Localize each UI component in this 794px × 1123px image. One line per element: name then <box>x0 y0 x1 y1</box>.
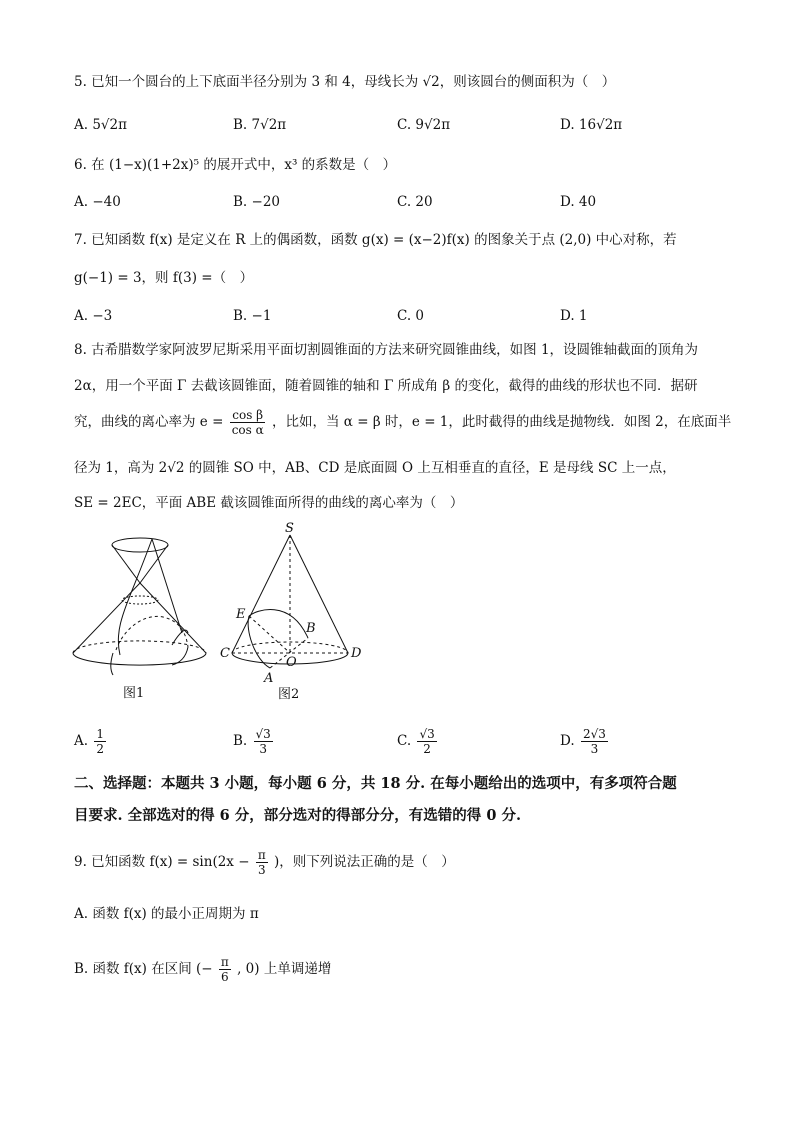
q8-line5: SE = 2EC，平面 ABE 截该圆锥面所得的曲线的离心率为（ ） <box>74 495 464 511</box>
label-E: E <box>236 607 246 622</box>
q5-stem: 5. 已知一个圆台的上下底面半径分别为 3 和 4，母线长为 √2，则该圆台的侧面积为（ ） <box>74 74 616 90</box>
label-A: A <box>264 671 274 686</box>
q8-option-a: A. $\frac{1}{2}$ <box>74 727 104 756</box>
figure-1-caption: 图1 <box>123 686 145 701</box>
q5-option-a: A. 5√2π <box>74 117 127 133</box>
label-O: O <box>286 655 297 670</box>
q6-option-b: B. −20 <box>233 194 280 210</box>
q7-option-d: D. 1 <box>560 308 588 324</box>
q8-line2: 2α，用一个平面 Γ 去截该圆锥面，随着圆锥的轴和 Γ 所成角 β 的变化，截得的曲线的形状也不同．据研 <box>74 378 698 394</box>
q8-line4: 径为 1，高为 2√2 的圆锥 SO 中，AB、CD 是底面圆 O 上互相垂直的直径，E 是母线 SC 上一点， <box>74 460 676 476</box>
q8-option-b: B. $\frac{√3}{3}$ <box>233 727 271 756</box>
q5-option-b: B. 7√2π <box>233 117 287 133</box>
figure-2-cone-diagram <box>220 520 370 705</box>
q5-option-d: D. 16√2π <box>560 117 623 133</box>
fraction-numerator: cos β <box>232 408 264 422</box>
label-B: B <box>306 621 316 636</box>
label-C: C <box>220 646 230 661</box>
q8-line3-pre: 究，曲线的离心率为 e = <box>74 414 224 430</box>
label-S: S <box>285 521 294 536</box>
q6-option-a: A. −40 <box>74 194 121 210</box>
q6-stem: 6. 在 (1−x)(1+2x)⁵ 的展开式中，x³ 的系数是（ ） <box>74 157 397 173</box>
fraction-denominator: cos α <box>231 423 264 437</box>
q8-line1: 8. 古希腊数学家阿波罗尼斯采用平面切割圆锥面的方法来研究圆锥曲线，如图 1，设圆锥轴截面的顶角为 <box>74 342 699 358</box>
figure-1-cone-section <box>68 525 218 705</box>
q7-stem-line2: g(−1) = 3，则 f(3) =（ ） <box>74 270 254 286</box>
q8-line3-post: ，比如，当 α = β 时，e = 1，此时截得的曲线是抛物线．如图 2，在底面半 <box>272 414 732 430</box>
figure-2-caption: 图2 <box>278 687 300 702</box>
q7-stem-line1: 7. 已知函数 f(x) 是定义在 R 上的偶函数，函数 g(x) = (x−2)f(x) 的图象关于点 (2,0) 中心对称，若 <box>74 232 677 248</box>
q7-option-c: C. 0 <box>397 308 425 324</box>
eccentricity-fraction <box>230 408 266 437</box>
q8-option-d: D. $\frac{2√3}{3}$ <box>560 727 606 756</box>
q6-option-d: D. 40 <box>560 194 597 210</box>
q7-option-b: B. −1 <box>233 308 272 324</box>
q6-option-c: C. 20 <box>397 194 433 210</box>
q9-option-b: B. 函数 f(x) 在区间 (− $\frac{\pi}{6}$ , 0) 上单调递增 <box>74 955 332 984</box>
q5-option-c: C. 9√2π <box>397 117 451 133</box>
q9-stem: 9. 已知函数 f(x) = sin(2x − $\frac{\pi}{3}$ )，则下列说法正确的是（ ） <box>74 848 455 877</box>
section-2-heading-line2: 目要求. 全部选对的得 6 分，部分选对的得部分分，有选错的得 0 分. <box>74 807 522 824</box>
q8-option-c: C. $\frac{√3}{2}$ <box>397 727 435 756</box>
q9-option-a: A. 函数 f(x) 的最小正周期为 π <box>74 906 259 922</box>
q8-line3 <box>74 408 731 437</box>
q7-option-a: A. −3 <box>74 308 113 324</box>
section-2-heading-line1: 二、选择题：本题共 3 小题，每小题 6 分，共 18 分. 在每小题给出的选项中，有多项符合题 <box>74 775 677 792</box>
label-D: D <box>351 646 362 661</box>
